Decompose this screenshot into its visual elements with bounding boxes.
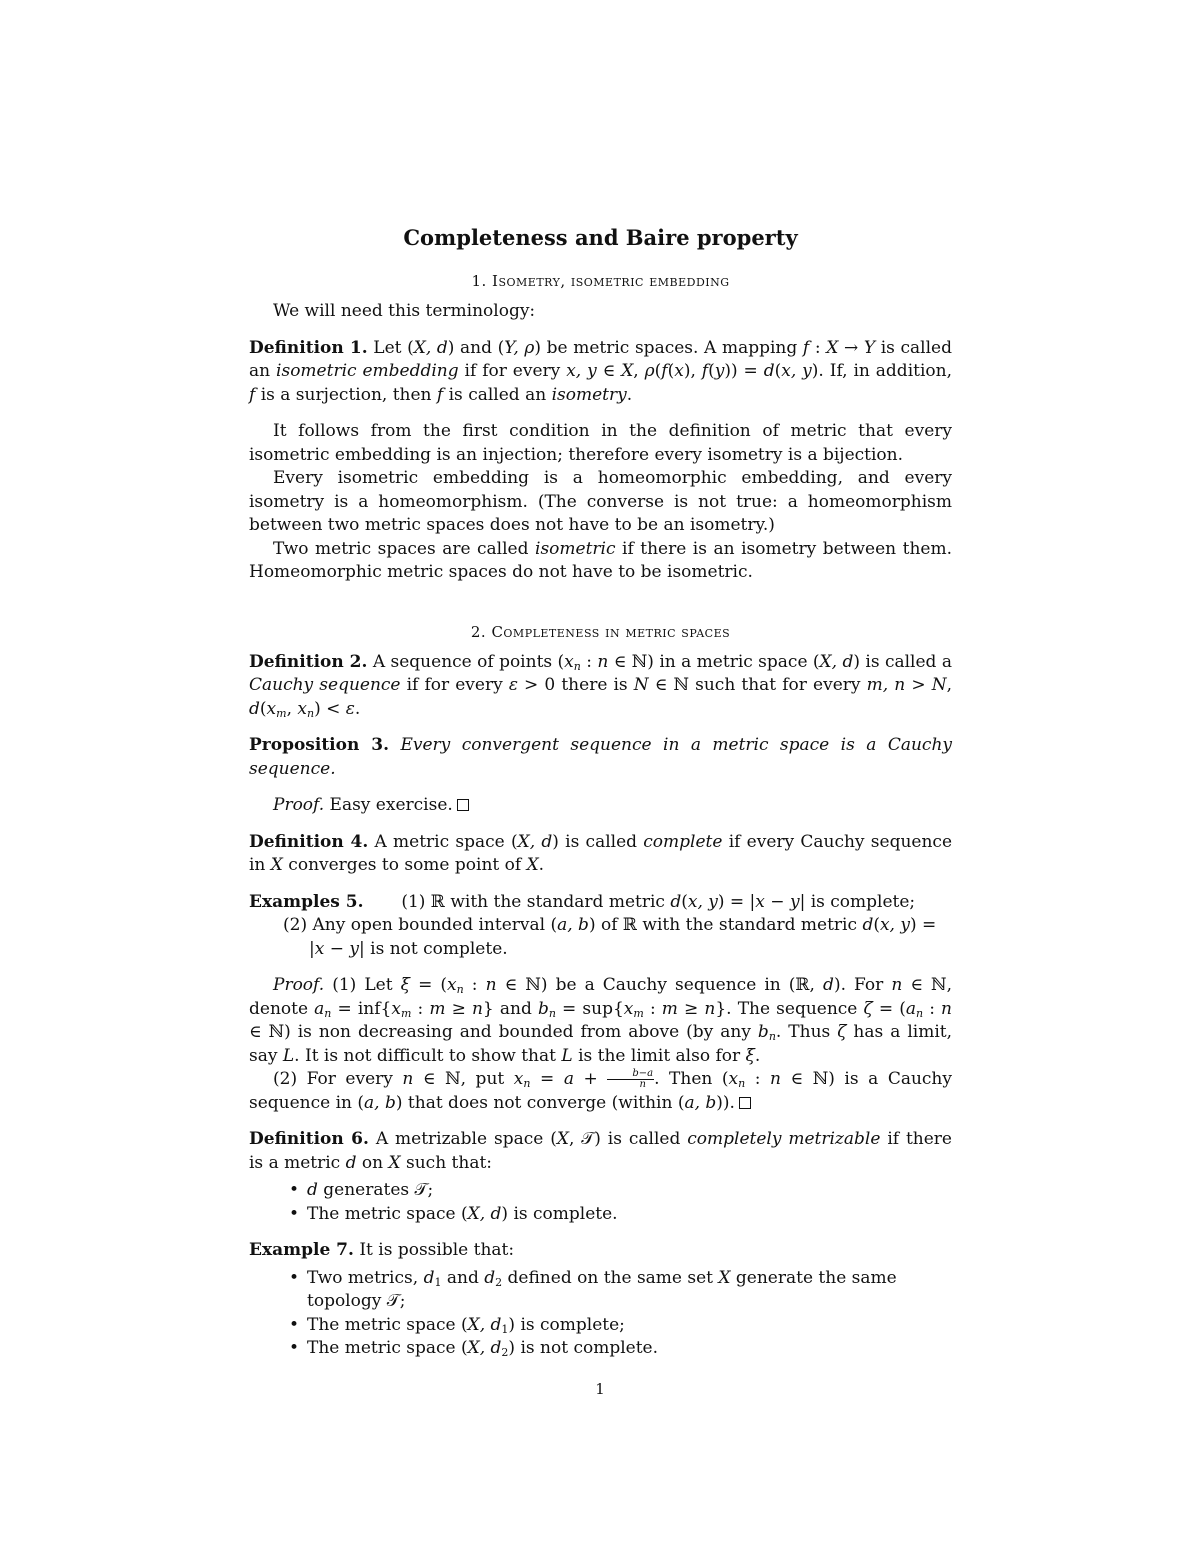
proposition-3 [249,734,952,781]
page-title: Completeness and Baire property [403,225,798,250]
proof-3 [249,794,952,818]
section-heading-2 [249,623,952,641]
proposition-label: Proposition 3. [249,735,390,755]
qed-square-icon [457,799,469,811]
definition-4: Definition 4. A metric space (X, d) is called complete if every Cauchy sequence in X converges to some point of X. [249,831,952,875]
definition-6: Definition 6. A metrizable space (X, 𝒯) is called completely metrizable if there is a metric d on X such that: [249,1129,952,1173]
text-column [249,225,952,1361]
proof-5-part-1: Proof. (1) Let $\xi = (x_n$ : n ∈ ℕ) be a Cauchy sequence in (ℝ, d). For n ∈ ℕ, denote $a_n = inf\{x_m$ : m ≥ n} and $b_n = sup\{x_m$ : m ≥ n}. The sequence $\zeta = (a_n$ : n ∈ ℕ) is non decreasing and bounded from above (by any $b_n$. Thus ζ has a limit, say L. It is not difficult to show that L is the limit also for ξ. [249,975,953,1066]
example-label: Example 7. [249,1240,354,1260]
definition-1: Definition 1. Let (X, d) and (Y, ρ) be metric spaces. A mapping f : X → Y is called an isometric embedding if for every x, y ∈ X, ρ(f(x), f(y)) = d(x, y). If, in addition, f is a surjection, then f is called an isometry. [249,337,952,405]
proposition-text: Every convergent sequence in a metric space is a Cauchy sequence. [249,735,952,779]
paragraph-homeomorphism: Every isometric embedding is a homeomorphic embedding, and every isometry is a homeomorphism. (The converse is not true: a homeomorphism between two metric spaces does not have to be an isometry.) [249,468,952,535]
term-complete: complete [643,831,723,852]
example-intro: It is possible that: [359,1240,515,1260]
definition-label: Definition 4. [249,831,369,852]
section-title: Completeness in metric spaces [491,622,731,641]
example-7-list [249,1267,952,1361]
term-isometry: isometry [551,384,627,405]
paragraph-injection: It follows from the first condition in the definition of metric that every isometric embedding is an injection; therefore every isometry is a bijection. [249,421,952,465]
definition-label: Definition 1. [249,337,368,358]
examples-label: Examples 5. [249,891,364,912]
definition-6-list [249,1179,952,1226]
proof-label: Proof. [273,975,325,995]
list-item: • The metric space (X, d) is complete. [307,1203,952,1227]
list-item: • The metric space (X, $d_1$) is complete; [307,1314,952,1338]
term-isometric-embedding: isometric embedding [276,361,459,381]
section-heading-1 [249,272,952,290]
qed-square-icon [739,1097,751,1109]
paragraph-isometric: Two metric spaces are called isometric if there is an isometry between them. Homeomorphic metric spaces do not have to be isometric. [249,538,952,582]
term-isometric: isometric [535,538,616,559]
examples-5: Examples 5. (1) ℝ with the standard metric d(x, y) = |x − y| is complete; (2) Any open bounded interval (a, b) of ℝ with the standard metric d(x, y) = |x − y| is not complete. [249,891,952,962]
proof-text: Easy exercise. [329,795,453,815]
definition-label: Definition 6. [249,1129,369,1149]
fraction: $\frac{b-a}{n}$ [607,1069,654,1090]
definition-label: Definition 2. [249,651,368,672]
term-cauchy-sequence: Cauchy sequence [249,675,401,695]
term-completely-metrizable: completely metrizable [687,1129,881,1149]
page-number: 1 [595,1380,605,1398]
proof-5-part-2: (2) For every n ∈ ℕ, put $x_n = a$ + $\frac{b-a}{n}$ . Then ($x_n$ : n ∈ ℕ) is a Cauchy sequence in (a, b) that does not converge (within (a, b)). [249,1068,952,1113]
proof-label: Proof. [273,795,325,815]
definition-2: Definition 2. A sequence of points ($x_n$ : n ∈ ℕ) in a metric space (X, d) is called a Cauchy sequence if for every ε > 0 there is N ∈ ℕ such that for every m, n > N, $d(x_m$, $x_n) < \varepsilon$. [249,651,952,720]
list-item: • The metric space (X, $d_2$) is not complete. [307,1337,952,1361]
intro-text: We will need this terminology: [273,301,536,321]
example-item-2-cont: |x − y| is not complete. [309,938,508,959]
list-item: • Two metrics, $d_1$ and $d_2$ defined on the same set X generate the same topology 𝒯; [307,1267,952,1314]
list-item: • d generates 𝒯; [307,1179,952,1203]
section-number: 1. [471,272,487,290]
example-7 [249,1239,952,1263]
section-title: Isometry, isometric embedding [492,272,730,290]
section-number: 2. [470,622,487,641]
example-item-2: (2) Any open bounded interval (a, b) of ℝ with the standard metric d(x, y) = [283,915,937,935]
